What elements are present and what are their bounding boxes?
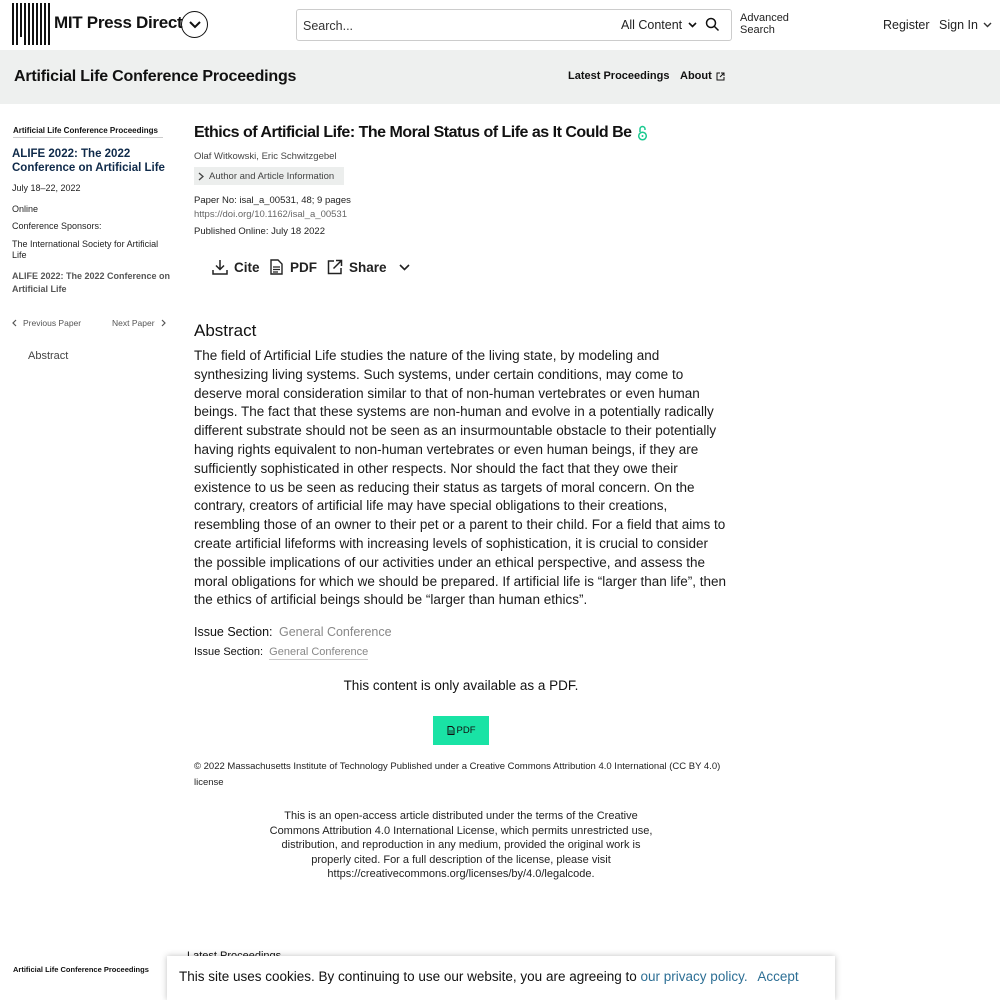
sign-in-label: Sign In [939,18,978,32]
previous-paper-link[interactable] [12,318,81,328]
author-link[interactable]: Eric Schwitzgebel [261,151,337,162]
pdf-only-notice: This content is only available as a PDF. [343,678,579,693]
search-scope-label: All Content [621,18,683,32]
top-bar [0,0,1000,50]
download-icon [212,259,228,275]
nav-about[interactable] [680,70,725,82]
accept-cookies-button[interactable]: Accept [757,969,799,984]
pdf-icon [447,726,455,735]
open-access-icon [637,125,648,141]
advanced-search-link[interactable]: Advanced Search [740,12,789,36]
pdf-icon [269,259,284,275]
sidebar-sponsors-label: Conference Sponsors: [12,221,102,231]
search-icon [705,17,720,32]
sign-in-menu[interactable] [939,18,992,32]
search-box [296,9,732,41]
share-icon [327,259,343,275]
issue-section-value[interactable]: General Conference [269,646,369,658]
nav-latest-proceedings[interactable]: Latest Proceedings [568,70,670,82]
chevron-down-icon [983,22,992,28]
issue-section [194,625,392,639]
search-input[interactable] [303,15,603,37]
search-button[interactable] [705,17,720,37]
author-list: Olaf Witkowski, Eric Schwitzgebel [194,151,337,162]
journal-header [0,50,1000,104]
share-label: Share [349,259,387,275]
abstract-heading: Abstract [194,321,257,340]
chevron-down-icon [189,21,201,29]
sidebar-sponsor: The International Society for Artificial Life [12,239,159,260]
cite-button[interactable] [212,259,260,275]
sidebar-conference-link[interactable]: ALIFE 2022: The 2022 Conference on Artificial Life [12,271,171,294]
issue-section-label: Issue Section: [194,646,264,658]
license-text: This is an open-access article distributed under the terms of the Creative Commons Attribution 4.0 International License, which permits unrestricted use, distribution, and reproduction in any medium, provided the original work is properly cited. For a full description of the license, please visit https://creativecommons.org/licenses/by/4.0/legalcode. [269,810,653,880]
cookie-text: This site uses cookies. By continuing to use our website, you are agreeing to [179,969,637,984]
toc-abstract-link[interactable]: Abstract [28,350,69,362]
footer-proceedings-label: Artificial Life Conference Proceedings [13,965,149,974]
cite-label: Cite [234,259,260,275]
paper-number: Paper No: isal_a_00531, 48; 9 pages [194,195,351,206]
next-paper-label: Next Paper [112,318,155,328]
article-title [194,124,648,142]
issue-section-value[interactable]: General Conference [279,625,392,639]
next-paper-link[interactable] [112,318,166,328]
chevron-right-icon [161,319,166,327]
chevron-right-icon [198,172,204,181]
privacy-policy-link[interactable]: our privacy policy. [640,969,748,984]
issue-section-label: Issue Section: [194,625,273,639]
site-menu-toggle[interactable] [181,11,208,38]
brand-name[interactable]: MIT Press Direct [54,13,183,32]
chevron-left-icon [12,319,17,327]
pdf-download-button[interactable] [433,716,489,745]
cookie-banner [167,956,835,1000]
sidebar-conference-title[interactable]: ALIFE 2022: The 2022 Conference on Artificial Life [12,148,165,174]
sidebar-proceedings-label: Artificial Life Conference Proceedings [13,126,163,138]
previous-paper-label: Previous Paper [23,318,82,328]
search-scope-select[interactable] [621,18,697,32]
author-info-toggle[interactable] [194,167,344,185]
pdf-label: PDF [290,259,317,275]
chevron-down-icon [688,22,697,28]
journal-title[interactable]: Artificial Life Conference Proceedings [14,68,297,85]
external-link-icon [716,72,725,81]
pdf-button[interactable] [269,259,317,275]
copyright-notice: © 2022 Massachusetts Institute of Technology Published under a Creative Commons Attribution 4.0 International (CC BY 4.0) license [194,761,721,788]
author-link[interactable]: Olaf Witkowski [194,151,257,162]
share-button[interactable] [327,259,410,275]
abstract-text: The field of Artificial Life studies the nature of the living state, by modeling and synthesizing living systems. Such systems, under certain conditions, may come to deserve moral consideration similar to that of non-human vertebrates or even human beings. The fact that these systems are non-human and evolve in a potentially radically different substrate should not be seen as an insurmountable obstacle to their potentially having rights equivalent to non-human vertebrates or even human beings, if they are sufficiently sophisticated in other respects. Nor should the fact that they owe their existence to us be seen as reducing their status as targets of moral concern. On the contrary, creators of artificial life may have special obligations to their creations, resembling those of an owner to their pet or a parent to their child. For a field that aims to create artificial lifeforms with increasing levels of sophistication, it is crucial to consider the possible implications of our activities under an ethical perspective, and assess the moral obligations for which we should be prepared. If artificial life is “larger than life”, then the ethics of artificial beings should be “larger than human ethics”. [194,348,727,608]
mit-press-logo[interactable] [12,3,50,45]
pdf-download-label: PDF [456,725,476,736]
author-info-label: Author and Article Information [209,170,335,182]
register-link[interactable]: Register [883,18,930,32]
sidebar-conference-location: Online [12,204,39,214]
sidebar-conference-date: July 18–22, 2022 [12,183,81,193]
doi-link[interactable]: https://doi.org/10.1162/isal_a_00531 [194,209,347,220]
nav-about-label: About [680,70,712,82]
chevron-down-icon [399,264,410,271]
article-title-text: Ethics of Artificial Life: The Moral Status of Life as It Could Be [194,124,632,141]
published-online-date: Published Online: July 18 2022 [194,226,325,237]
issue-section-secondary [194,646,368,658]
